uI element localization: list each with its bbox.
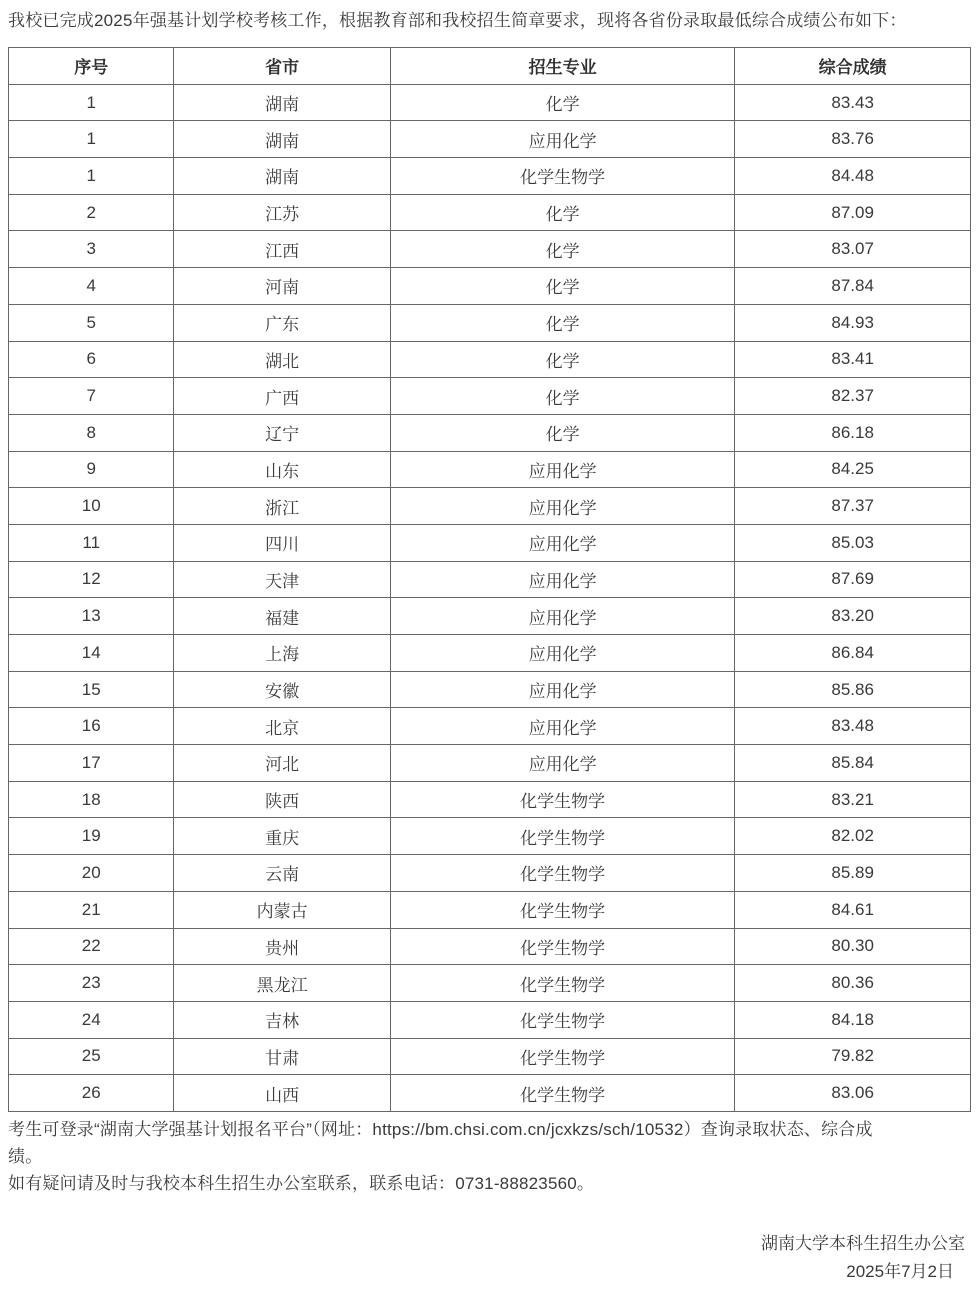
cell-index: 14: [9, 635, 174, 672]
cell-major: 化学: [390, 268, 734, 305]
cell-index: 9: [9, 451, 174, 488]
cell-province: 安徽: [174, 671, 390, 708]
col-header-score: 综合成绩: [735, 48, 971, 85]
cell-major: 化学: [390, 378, 734, 415]
cell-province: 重庆: [174, 818, 390, 855]
cell-score: 87.09: [735, 194, 971, 231]
cell-score: 85.84: [735, 745, 971, 782]
cell-province: 湖北: [174, 341, 390, 378]
cell-score: 80.36: [735, 965, 971, 1002]
cell-index: 18: [9, 781, 174, 818]
cell-province: 湖南: [174, 121, 390, 158]
cell-major: 应用化学: [390, 708, 734, 745]
cell-province: 湖南: [174, 158, 390, 195]
cell-score: 83.41: [735, 341, 971, 378]
cell-score: 84.93: [735, 304, 971, 341]
cell-score: 84.18: [735, 1001, 971, 1038]
table-row: [9, 231, 971, 268]
cell-province: 甘肃: [174, 1038, 390, 1075]
cell-score: 83.48: [735, 708, 971, 745]
cell-province: 天津: [174, 561, 390, 598]
cell-score: 83.21: [735, 781, 971, 818]
contact-note: 如有疑问请及时与我校本科生招生办公室联系，联系电话：0731-88823560。: [8, 1173, 595, 1193]
table-row: [9, 1075, 971, 1112]
cell-major: 应用化学: [390, 488, 734, 525]
cell-index: 26: [9, 1075, 174, 1112]
cell-major: 化学: [390, 341, 734, 378]
cell-index: 22: [9, 928, 174, 965]
cell-index: 1: [9, 158, 174, 195]
cell-major: 化学生物学: [390, 818, 734, 855]
cell-score: 82.37: [735, 378, 971, 415]
cell-score: 87.69: [735, 561, 971, 598]
cell-major: 化学生物学: [390, 965, 734, 1002]
cell-score: 85.03: [735, 524, 971, 561]
cell-index: 1: [9, 84, 174, 121]
cell-major: 应用化学: [390, 451, 734, 488]
cell-major: 化学: [390, 414, 734, 451]
table-row: [9, 1001, 971, 1038]
cell-province: 黑龙江: [174, 965, 390, 1002]
cell-province: 福建: [174, 598, 390, 635]
cell-province: 广西: [174, 378, 390, 415]
cell-index: 17: [9, 745, 174, 782]
cell-province: 河南: [174, 268, 390, 305]
cell-index: 13: [9, 598, 174, 635]
cell-province: 吉林: [174, 1001, 390, 1038]
table-row: [9, 745, 971, 782]
table-row: [9, 158, 971, 195]
cell-major: 应用化学: [390, 635, 734, 672]
login-note-line1: 考生可登录“湖南大学强基计划报名平台”（网址：https://bm.chsi.com.cn/jcxkzs/sch/10532）查询录取状态、综合成: [8, 1119, 873, 1139]
cell-index: 16: [9, 708, 174, 745]
cell-province: 山西: [174, 1075, 390, 1112]
cell-province: 贵州: [174, 928, 390, 965]
col-header-province: 省市: [174, 48, 390, 85]
signature-date: 2025年7月2日: [846, 1261, 954, 1281]
col-header-major: 招生专业: [390, 48, 734, 85]
table-row: [9, 891, 971, 928]
cell-index: 24: [9, 1001, 174, 1038]
cell-province: 上海: [174, 635, 390, 672]
cell-major: 化学: [390, 194, 734, 231]
cell-score: 87.37: [735, 488, 971, 525]
cell-index: 2: [9, 194, 174, 231]
cell-major: 化学生物学: [390, 855, 734, 892]
cell-index: 20: [9, 855, 174, 892]
table-row: [9, 268, 971, 305]
cell-index: 5: [9, 304, 174, 341]
cell-province: 陕西: [174, 781, 390, 818]
table-row: [9, 378, 971, 415]
table-row: [9, 598, 971, 635]
table-row: [9, 304, 971, 341]
cell-score: 82.02: [735, 818, 971, 855]
cell-major: 应用化学: [390, 561, 734, 598]
col-header-index: 序号: [9, 48, 174, 85]
cell-index: 8: [9, 414, 174, 451]
cell-major: 应用化学: [390, 671, 734, 708]
cell-score: 83.06: [735, 1075, 971, 1112]
cell-index: 19: [9, 818, 174, 855]
cell-score: 79.82: [735, 1038, 971, 1075]
table-row: [9, 84, 971, 121]
cell-major: 化学生物学: [390, 928, 734, 965]
table-header: [9, 48, 971, 85]
table-row: [9, 414, 971, 451]
cell-index: 25: [9, 1038, 174, 1075]
cell-score: 83.76: [735, 121, 971, 158]
table-row: [9, 561, 971, 598]
cell-province: 浙江: [174, 488, 390, 525]
cell-province: 江苏: [174, 194, 390, 231]
cell-major: 化学生物学: [390, 1038, 734, 1075]
table-row: [9, 194, 971, 231]
cell-major: 化学生物学: [390, 1075, 734, 1112]
cell-province: 云南: [174, 855, 390, 892]
cell-score: 83.43: [735, 84, 971, 121]
table-row: [9, 928, 971, 965]
cell-province: 四川: [174, 524, 390, 561]
cell-index: 6: [9, 341, 174, 378]
cell-index: 23: [9, 965, 174, 1002]
table-header-row: [9, 48, 971, 85]
cell-index: 11: [9, 524, 174, 561]
cell-index: 3: [9, 231, 174, 268]
signature-office: 湖南大学本科生招生办公室: [761, 1233, 965, 1253]
cell-index: 15: [9, 671, 174, 708]
cell-major: 化学生物学: [390, 158, 734, 195]
cell-score: 84.61: [735, 891, 971, 928]
cell-score: 83.20: [735, 598, 971, 635]
cell-score: 85.89: [735, 855, 971, 892]
table-body: [9, 84, 971, 1111]
cell-major: 应用化学: [390, 598, 734, 635]
cell-province: 山东: [174, 451, 390, 488]
cell-major: 化学生物学: [390, 891, 734, 928]
table-row: [9, 121, 971, 158]
cell-score: 84.25: [735, 451, 971, 488]
cell-province: 内蒙古: [174, 891, 390, 928]
table-row: [9, 451, 971, 488]
table-row: [9, 635, 971, 672]
cell-index: 10: [9, 488, 174, 525]
cell-province: 北京: [174, 708, 390, 745]
cell-index: 21: [9, 891, 174, 928]
cell-index: 1: [9, 121, 174, 158]
cell-score: 83.07: [735, 231, 971, 268]
login-note: [8, 1116, 970, 1170]
cell-score: 86.84: [735, 635, 971, 672]
cell-major: 应用化学: [390, 121, 734, 158]
cell-major: 化学: [390, 304, 734, 341]
login-note-line2: 绩。: [8, 1146, 43, 1166]
table-row: [9, 855, 971, 892]
table-row: [9, 965, 971, 1002]
cell-major: 化学生物学: [390, 781, 734, 818]
table-row: [9, 671, 971, 708]
cell-score: 84.48: [735, 158, 971, 195]
cell-province: 辽宁: [174, 414, 390, 451]
table-row: [9, 781, 971, 818]
cell-province: 湖南: [174, 84, 390, 121]
cell-province: 广东: [174, 304, 390, 341]
footer-notes: [8, 1116, 970, 1197]
table-row: [9, 341, 971, 378]
cell-major: 应用化学: [390, 524, 734, 561]
signature-block: [7, 1230, 970, 1286]
cell-major: 化学: [390, 231, 734, 268]
cell-major: 化学: [390, 84, 734, 121]
table-row: [9, 1038, 971, 1075]
cell-major: 化学生物学: [390, 1001, 734, 1038]
scores-table: [8, 47, 971, 1112]
table-row: [9, 524, 971, 561]
cell-major: 应用化学: [390, 745, 734, 782]
cell-province: 江西: [174, 231, 390, 268]
cell-index: 7: [9, 378, 174, 415]
intro-text: 我校已完成2025年强基计划学校考核工作，根据教育部和我校招生简章要求，现将各省份录取最低综合成绩公布如下：: [8, 11, 907, 30]
cell-province: 河北: [174, 745, 390, 782]
cell-score: 86.18: [735, 414, 971, 451]
table-row: [9, 818, 971, 855]
table-row: [9, 488, 971, 525]
cell-score: 80.30: [735, 928, 971, 965]
cell-index: 4: [9, 268, 174, 305]
table-row: [9, 708, 971, 745]
cell-score: 85.86: [735, 671, 971, 708]
cell-score: 87.84: [735, 268, 971, 305]
cell-index: 12: [9, 561, 174, 598]
